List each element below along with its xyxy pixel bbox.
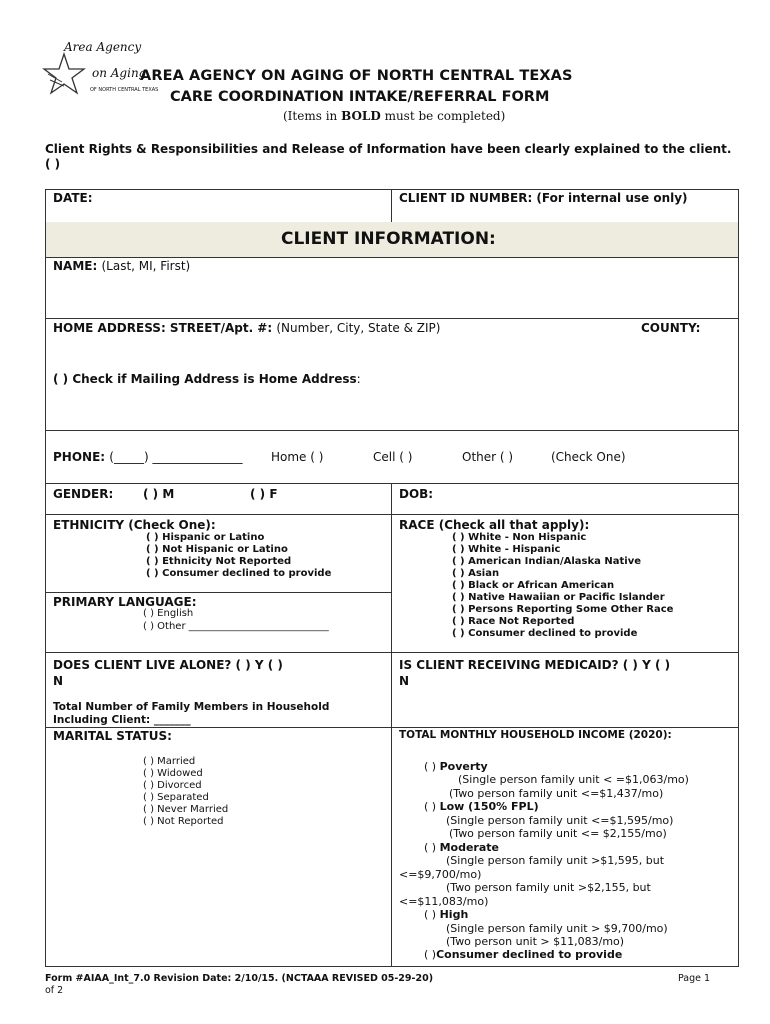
rights-statement[interactable]: Client Rights & Responsibilities and Release of Information have been clearly explained to the client. ( ) — [45, 142, 732, 171]
income-declined-checkbox[interactable]: ( )Consumer declined to provide — [424, 948, 623, 961]
form-title: AREA AGENCY ON AGING OF NORTH CENTRAL TEXAS — [140, 68, 573, 84]
phone-check-one: (Check One) — [551, 450, 626, 464]
logo-line1: Area Agency — [64, 40, 142, 54]
ethnicity-label: ETHNICITY (Check One): — [53, 518, 216, 532]
marital-option[interactable]: ( ) Married — [143, 756, 196, 767]
client-id-field[interactable]: CLIENT ID NUMBER: (For internal use only) — [399, 191, 688, 205]
race-option[interactable]: ( ) American Indian/Alaska Native — [452, 556, 641, 567]
form-subtitle: CARE COORDINATION INTAKE/REFERRAL FORM — [170, 89, 550, 105]
logo-line2: on Aging — [92, 66, 147, 80]
race-label: RACE (Check all that apply): — [399, 518, 590, 532]
bold-note: (Items in BOLD must be completed) — [283, 109, 506, 123]
race-option[interactable]: ( ) Black or African American — [452, 580, 615, 591]
income-label: TOTAL MONTHLY HOUSEHOLD INCOME (2020): — [399, 729, 672, 741]
live-alone-question[interactable]: DOES CLIENT LIVE ALONE? ( ) Y ( ) — [53, 658, 283, 672]
gender-male-checkbox[interactable]: ( ) M — [143, 487, 175, 501]
language-option[interactable]: ( ) Other ____________________________ — [143, 621, 329, 632]
race-option[interactable]: ( ) White - Non Hispanic — [452, 532, 587, 543]
gender-female-checkbox[interactable]: ( ) F — [250, 487, 278, 501]
race-option[interactable]: ( ) Persons Reporting Some Other Race — [452, 604, 674, 615]
form-number: Form #AIAA_Int_7.0 Revision Date: 2/10/15. (NCTAAA REVISED 05-29-20) — [45, 973, 434, 984]
race-option[interactable]: ( ) Consumer declined to provide — [452, 628, 638, 639]
medicaid-n[interactable]: N — [399, 674, 410, 688]
income-text: (Two person family unit <=$1,437/mo) — [449, 787, 664, 800]
marital-option[interactable]: ( ) Not Reported — [143, 816, 224, 827]
page-total: of 2 — [45, 985, 64, 996]
marital-option[interactable]: ( ) Widowed — [143, 768, 203, 779]
income-poverty-checkbox[interactable]: ( ) Poverty — [424, 760, 488, 773]
name-field[interactable]: NAME: (Last, MI, First) — [53, 259, 191, 273]
income-text: (Single person family unit <=$1,595/mo) — [446, 814, 674, 827]
household-count-field[interactable]: Including Client: _______ — [53, 714, 191, 726]
phone-home-checkbox[interactable]: Home ( ) — [271, 450, 324, 464]
income-text: <=$9,700/mo) — [399, 868, 482, 881]
live-alone-n[interactable]: N — [53, 674, 64, 688]
gender-label: GENDER: — [53, 487, 114, 501]
income-text: (Single person family unit >$1,595, but — [446, 854, 665, 867]
marital-label: MARITAL STATUS: — [53, 729, 172, 743]
race-option[interactable]: ( ) White - Hispanic — [452, 544, 561, 555]
star-logo-icon — [42, 52, 86, 96]
marital-option[interactable]: ( ) Divorced — [143, 780, 202, 791]
client-info-header: CLIENT INFORMATION: — [45, 222, 739, 257]
ethnicity-option[interactable]: ( ) Hispanic or Latino — [146, 532, 265, 543]
ethnicity-option[interactable]: ( ) Not Hispanic or Latino — [146, 544, 288, 555]
income-low-checkbox[interactable]: ( ) Low (150% FPL) — [424, 800, 539, 813]
income-text: <=$11,083/mo) — [399, 895, 489, 908]
date-field[interactable]: DATE: — [53, 191, 93, 205]
phone-field[interactable]: PHONE: (_____) _______________ — [53, 450, 243, 464]
income-text: (Two person unit > $11,083/mo) — [446, 935, 625, 948]
phone-cell-checkbox[interactable]: Cell ( ) — [373, 450, 413, 464]
language-label: PRIMARY LANGUAGE: — [53, 595, 197, 609]
income-high-checkbox[interactable]: ( ) High — [424, 908, 469, 921]
income-text: (Two person family unit >$2,155, but — [446, 881, 651, 894]
income-text: (Single person family unit > $9,700/mo) — [446, 922, 668, 935]
race-option[interactable]: ( ) Asian — [452, 568, 500, 579]
race-option[interactable]: ( ) Native Hawaiian or Pacific Islander — [452, 592, 665, 603]
home-address-field[interactable]: HOME ADDRESS: STREET/Apt. #: (Number, City, State & ZIP) — [53, 321, 441, 335]
race-option[interactable]: ( ) Race Not Reported — [452, 616, 575, 627]
county-field[interactable]: COUNTY: — [641, 321, 701, 335]
income-moderate-checkbox[interactable]: ( ) Moderate — [424, 841, 499, 854]
marital-option[interactable]: ( ) Separated — [143, 792, 209, 803]
income-text: (Single person family unit < =$1,063/mo) — [458, 773, 689, 786]
ethnicity-option[interactable]: ( ) Consumer declined to provide — [146, 568, 332, 579]
phone-other-checkbox[interactable]: Other ( ) — [462, 450, 514, 464]
marital-option[interactable]: ( ) Never Married — [143, 804, 229, 815]
mailing-address-checkbox[interactable]: ( ) Check if Mailing Address is Home Address: — [53, 372, 361, 386]
ethnicity-option[interactable]: ( ) Ethnicity Not Reported — [146, 556, 292, 567]
income-text: (Two person family unit <= $2,155/mo) — [449, 827, 667, 840]
logo-line3: OF NORTH CENTRAL TEXAS — [90, 87, 159, 93]
medicaid-question[interactable]: IS CLIENT RECEIVING MEDICAID? ( ) Y ( ) — [399, 658, 671, 672]
language-option[interactable]: ( ) English — [143, 608, 194, 619]
page-number: Page 1 — [678, 973, 711, 984]
household-count-label: Total Number of Family Members in Household — [53, 701, 330, 713]
dob-field[interactable]: DOB: — [399, 487, 434, 501]
